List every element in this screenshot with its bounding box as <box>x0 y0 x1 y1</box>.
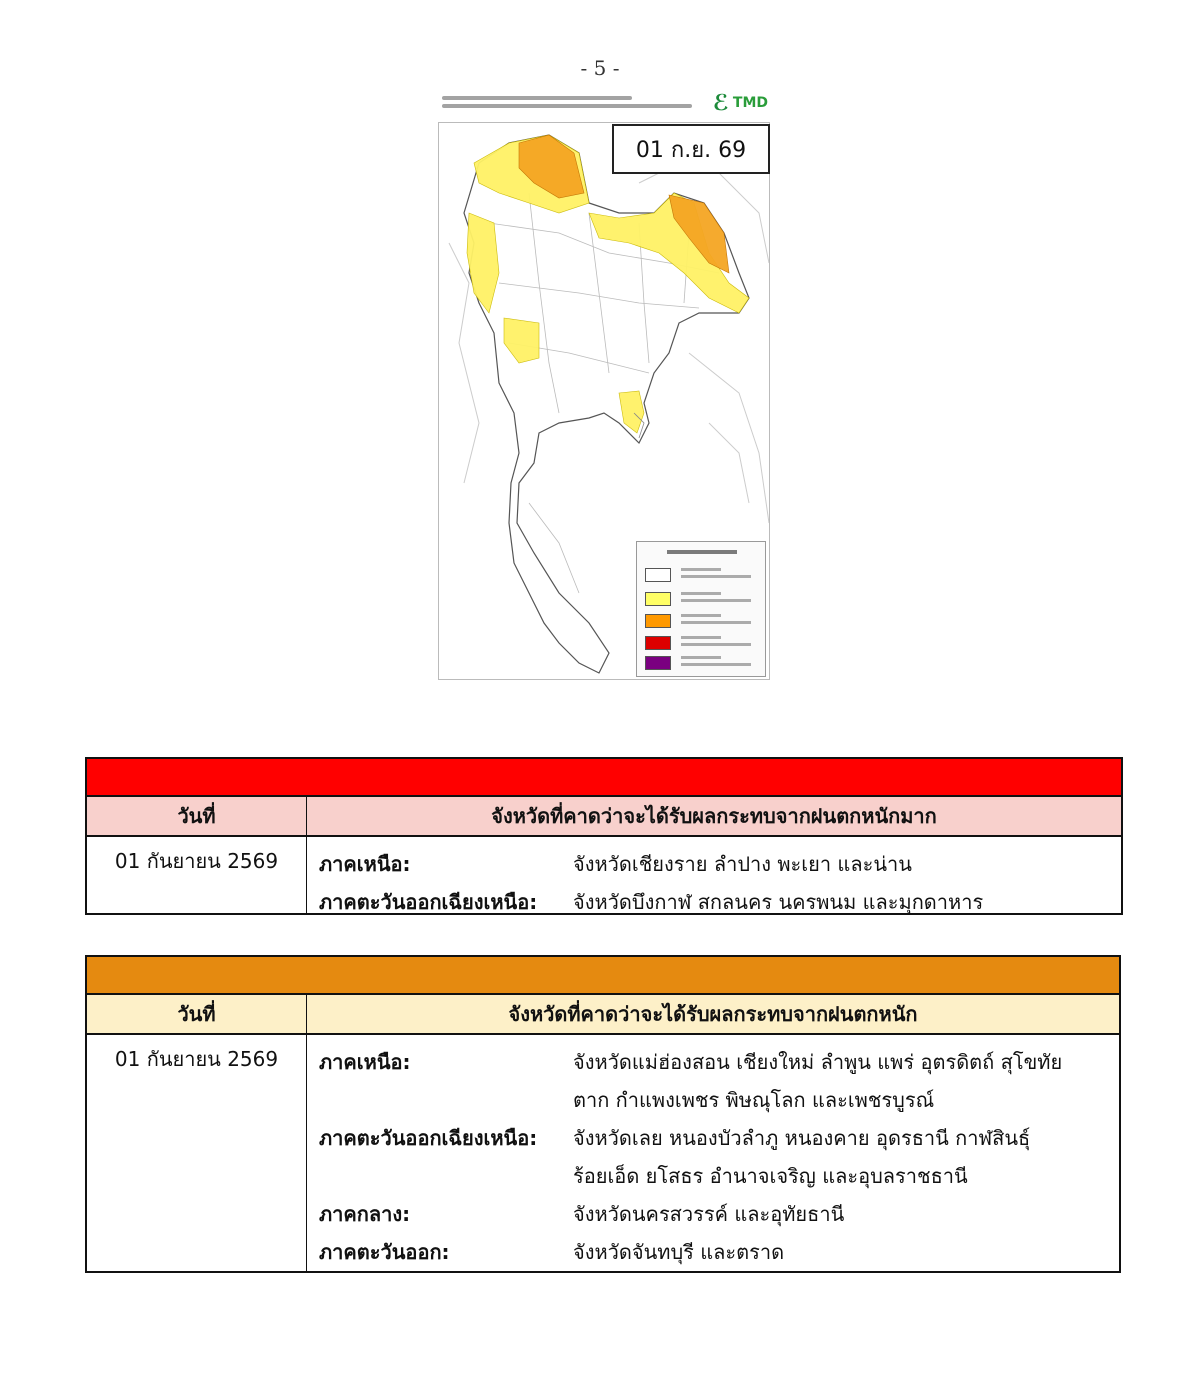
heavy-rain-band <box>87 957 1119 995</box>
table-row <box>319 883 1121 921</box>
heavy-rain-body <box>87 1035 1119 1271</box>
province-list: จังหวัดแม่ฮ่องสอน เชียงใหม่ ลำพูน แพร่ อุตรดิตถ์ สุโขทัย <box>573 1050 1063 1074</box>
map-header <box>438 88 770 120</box>
province-list: จังหวัดเชียงราย ลำปาง พะเยา และน่าน <box>573 852 912 876</box>
region-label: ภาคตะวันออก: <box>319 1240 450 1264</box>
legend-swatch-orange <box>645 614 671 628</box>
very-heavy-rain-band <box>87 759 1121 797</box>
region-label: ภาคตะวันออกเฉียงเหนือ: <box>319 1126 538 1150</box>
very-heavy-rain-body <box>87 837 1121 913</box>
date-cell: 01 กันยายน 2569 <box>87 837 307 913</box>
province-list: จังหวัดจันทบุรี และตราด <box>573 1240 785 1264</box>
table-row <box>319 1233 1119 1271</box>
legend-swatch-purple <box>645 656 671 670</box>
region-label: ภาคกลาง: <box>319 1202 411 1226</box>
province-list: จังหวัดเลย หนองบัวลำภู หนองคาย อุดรธานี กาฬสินธุ์ <box>573 1126 1031 1150</box>
region-label: ภาคตะวันออกเฉียงเหนือ: <box>319 890 538 914</box>
col-provinces-header: จังหวัดที่คาดว่าจะได้รับผลกระทบจากฝนตกหนักมาก <box>491 804 937 828</box>
map-legend <box>636 541 766 677</box>
very-heavy-rain-table <box>85 757 1123 915</box>
table-row <box>319 845 1121 883</box>
province-list: ร้อยเอ็ด ยโสธร อำนาจเจริญ และอุบลราชธานี <box>573 1164 968 1188</box>
region-label <box>319 1157 573 1195</box>
tmd-logo-text: TMD <box>732 95 768 111</box>
col-date-header: วันที่ <box>87 995 307 1033</box>
heavy-rain-header <box>87 995 1119 1035</box>
region-label <box>319 1081 573 1119</box>
heavy-rain-table <box>85 955 1121 1273</box>
map-date-badge: 01 ก.ย. 69 <box>612 124 770 174</box>
page-number: - 5 - <box>580 56 620 80</box>
legend-swatch-white <box>645 568 671 582</box>
table-row <box>319 1157 1119 1195</box>
very-heavy-rain-header <box>87 797 1121 837</box>
province-list: จังหวัดบึงกาฬ สกลนคร นครพนม และมุกดาหาร <box>573 890 984 914</box>
table-row <box>319 1081 1119 1119</box>
region-label: ภาคเหนือ: <box>319 1050 411 1074</box>
region-label: ภาคเหนือ: <box>319 852 411 876</box>
table-row <box>319 1195 1119 1233</box>
col-provinces-header: จังหวัดที่คาดว่าจะได้รับผลกระทบจากฝนตกหนัก <box>508 1002 918 1026</box>
date-cell: 01 กันยายน 2569 <box>87 1035 307 1271</box>
tmd-logo-icon: ℰ <box>712 90 729 116</box>
tmd-logo <box>704 90 768 116</box>
table-row <box>319 1119 1119 1157</box>
legend-swatch-yellow <box>645 592 671 606</box>
legend-swatch-red <box>645 636 671 650</box>
col-date-header: วันที่ <box>87 797 307 835</box>
province-list: ตาก กำแพงเพชร พิษณุโลก และเพชรบูรณ์ <box>573 1088 935 1112</box>
table-row <box>319 1043 1119 1081</box>
province-list: จังหวัดนครสวรรค์ และอุทัยธานี <box>573 1202 845 1226</box>
